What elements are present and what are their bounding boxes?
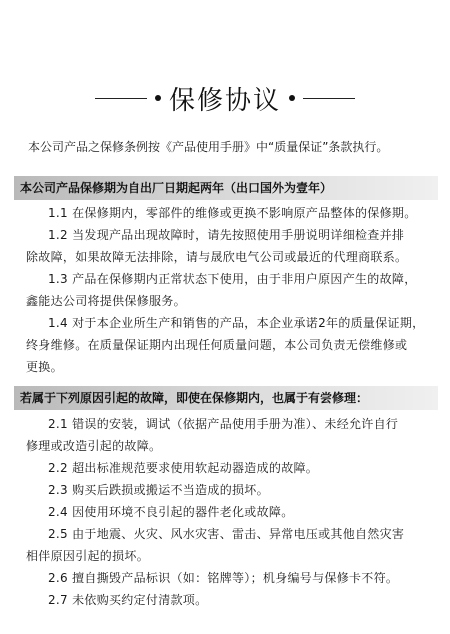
title-right-rule [303,98,355,99]
clause-line: 2.7 未依购买约定付清款项。 [48,593,208,607]
clause-line: 更换。 [26,360,63,374]
clause-line: 1.2 当发现产品出现故障时，请先按照使用手册说明详细检查并排 [48,228,405,242]
clause-line: 1.3 产品在保修期内正常状态下使用，由于非用户原因产生的故障， [48,272,417,286]
intro-text: 本公司产品之保修条例按《产品使用手册》中“质量保证”条款执行。 [28,140,389,154]
title-left-dot [155,95,161,101]
page-title: 保修协议 [168,85,281,116]
clause-line: 2.4 因使用环境不良引起的器件老化或故障。 [48,505,294,519]
title-row [0,78,450,118]
title-left-rule [95,98,147,99]
clause-line: 1.4 对于本企业所生产和销售的产品，本企业承诺2年的质量保证期， [48,316,425,330]
clause-line: 2.1 错误的安装，调试（依据产品使用手册为准）、未经允许自行 [48,417,399,431]
clause-line: 2.5 由于地震、火灾、风水灾害、雷击、异常电压或其他自然灾害 [48,527,405,541]
section1-body [26,202,425,378]
clause-line: 相伴原因引起的损坏。 [26,549,150,563]
section1-heading: 本公司产品保修期为自出厂日期起两年（出口国外为壹年） [14,176,438,200]
title-right-dot [289,95,295,101]
clause-line: 鑫能达公司将提供保修服务。 [26,294,186,308]
clause-line: 修理或改造引起的故障。 [26,439,162,453]
clause-line: 终身维修。在质量保证期内出现任何质量问题，本公司负责无偿维修或 [26,338,408,352]
clause-line: 2.2 超出标准规范要求使用软起动器造成的故障。 [48,461,319,475]
clause-line: 2.3 购买后跌损或搬运不当造成的损坏。 [48,483,269,497]
section2-heading: 若属于下列原因引起的故障，即使在保修期内，也属于有尝修理： [14,386,438,410]
clause-line: 1.1 在保修期内，零部件的维修或更换不影响原产品整体的保修期。 [48,206,417,220]
section2-body [26,413,422,611]
clause-line: 除故障，如果故障无法排除，请与晟欣电气公司或最近的代理商联系。 [26,250,408,264]
clause-line: 2.6 擅自撕毁产品标识（如：铭牌等）；机身编号与保修卡不符。 [48,571,399,585]
